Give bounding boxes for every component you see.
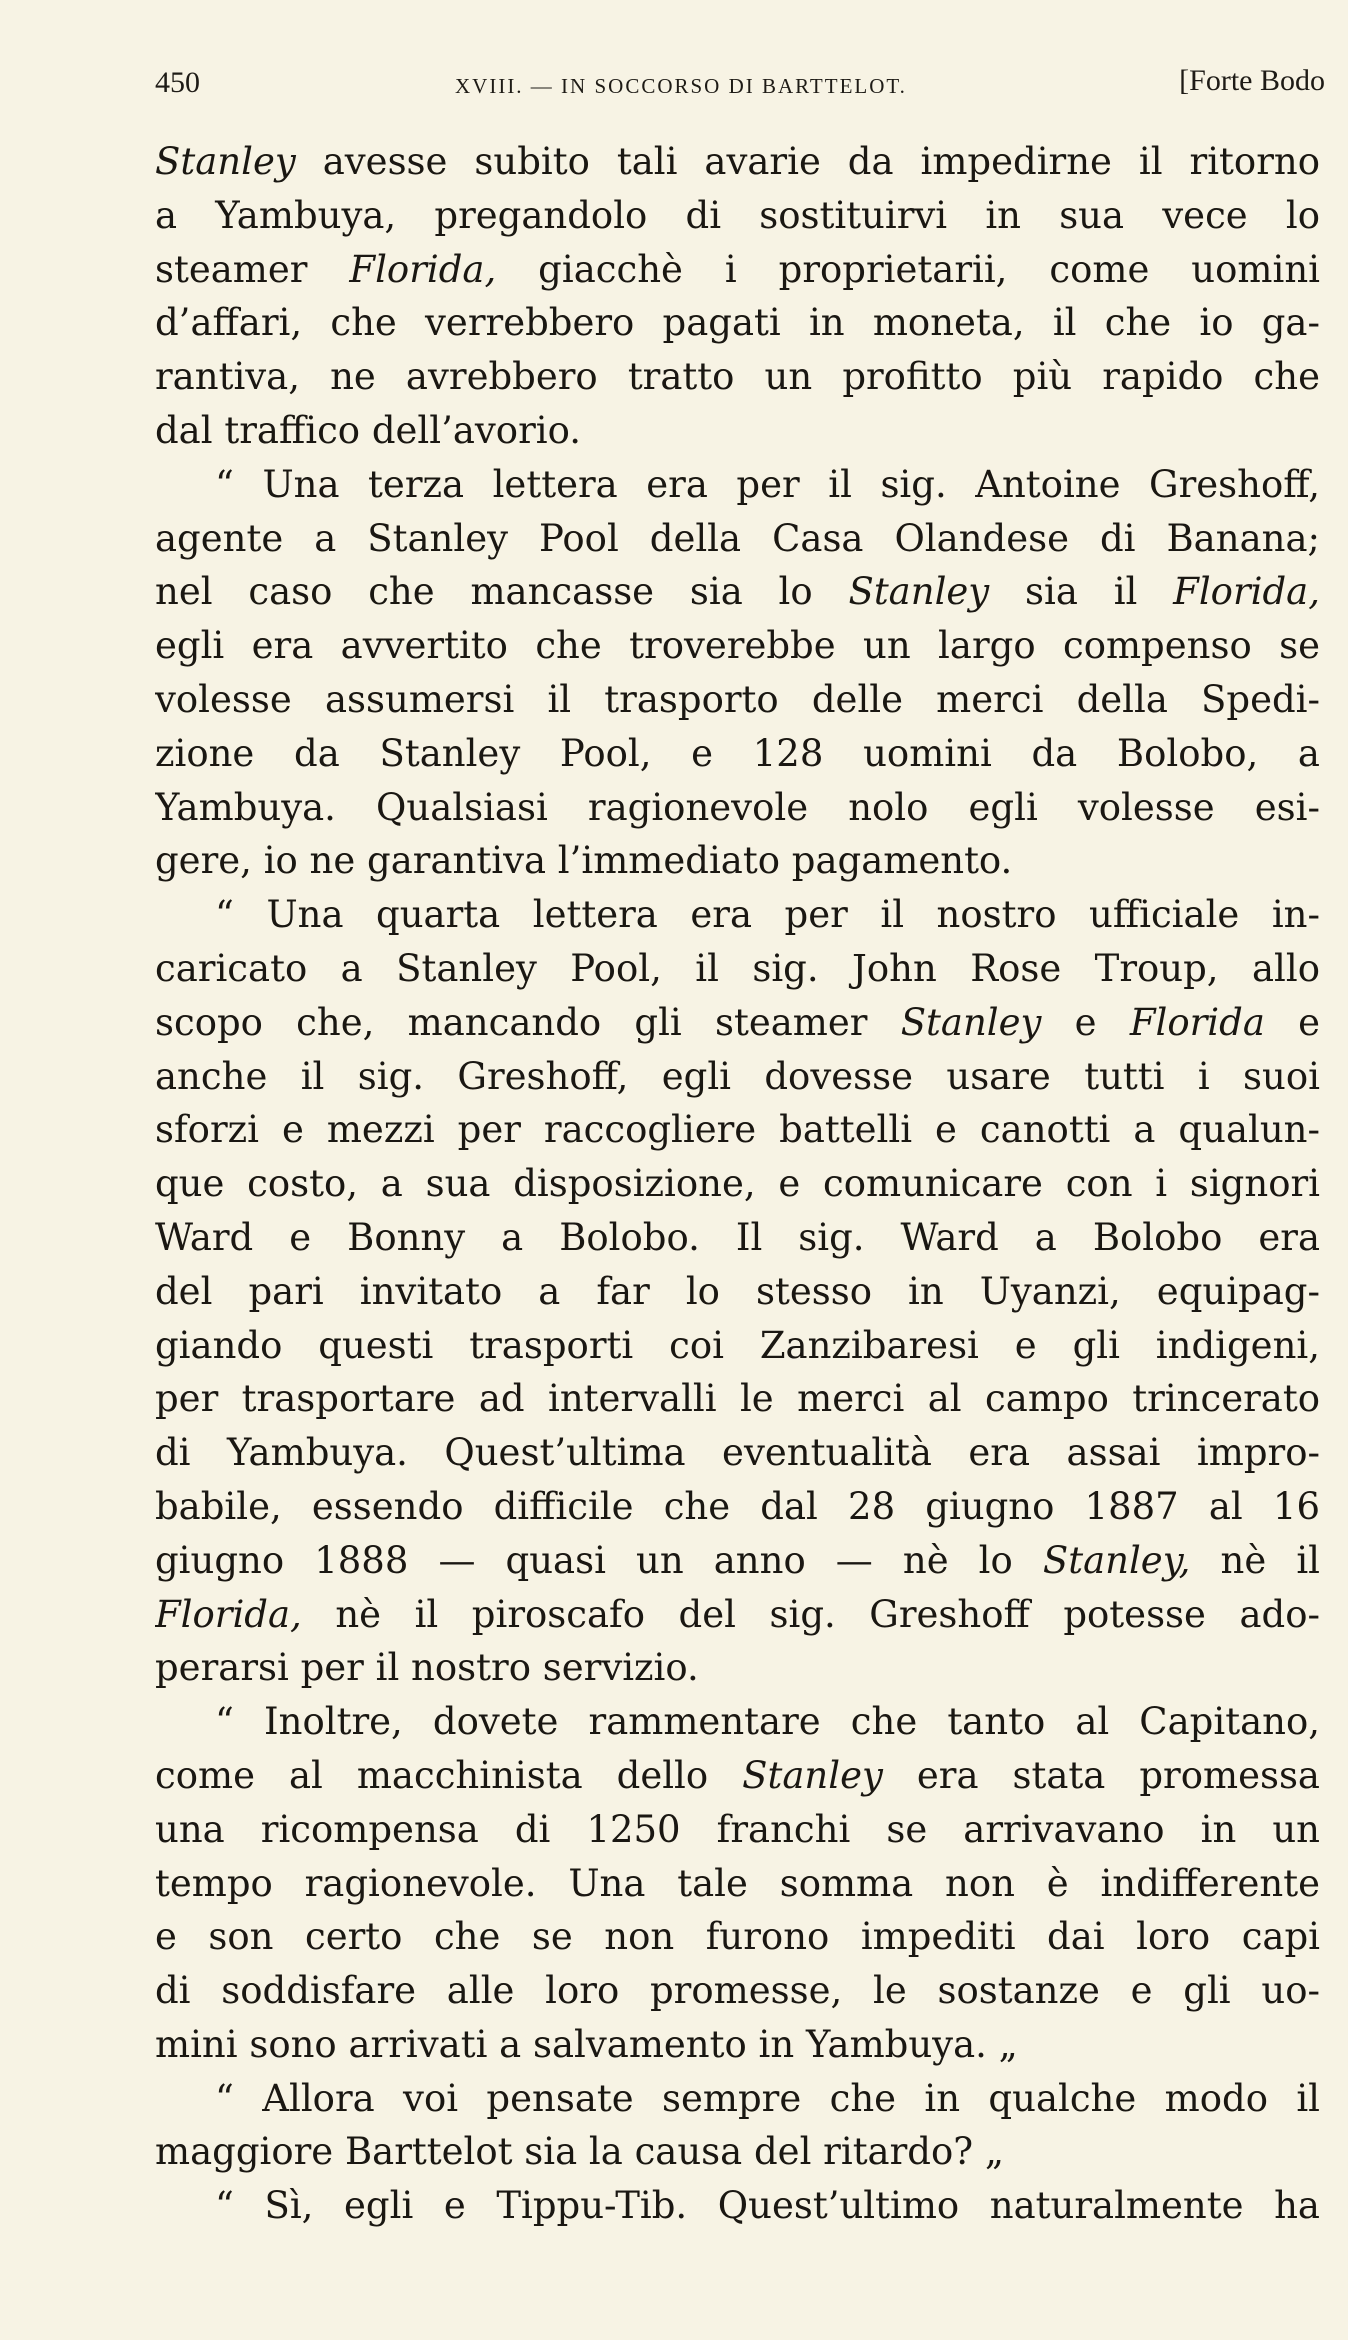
text-line <box>155 888 1320 942</box>
text-line <box>155 673 1320 727</box>
running-title: XVIII. — IN SOCCORSO DI BARTTELOT. <box>455 74 907 98</box>
text-segment: zione da Stanley Pool, e 128 uomini da Bolobo, a <box>155 731 1320 775</box>
text-line <box>155 1910 1320 1964</box>
text-segment: maggiore Barttelot sia la causa del ritardo? „ <box>155 2130 1005 2174</box>
italic-text: Stanley <box>848 570 990 614</box>
text-segment: giando questi trasporti coi Zanzibaresi e gli indigeni, <box>155 1323 1320 1367</box>
text-segment: e son certo che se non furono impediti dai loro capi <box>155 1915 1320 1959</box>
text-line <box>155 243 1320 297</box>
italic-text: Florida, <box>349 247 497 291</box>
body-text <box>155 135 1320 2233</box>
text-segment: avesse subito tali avarie da impedirne il ritorno <box>295 140 1320 183</box>
text-line <box>155 1695 1320 1749</box>
text-segment: per trasportare ad intervalli le merci al campo trincerato <box>155 1377 1320 1421</box>
text-line <box>155 1964 1320 2018</box>
text-line <box>155 2179 1320 2233</box>
italic-text: Stanley, <box>1042 1538 1191 1582</box>
text-segment: “ Inoltre, dovete rammentare che tanto al Capitano, <box>215 1700 1320 1744</box>
text-segment: una ricompensa di 1250 franchi se arrivavano in un <box>155 1807 1320 1851</box>
text-line <box>155 1588 1320 1642</box>
text-segment: nè il <box>1190 1538 1320 1582</box>
italic-text: Stanley <box>155 140 296 183</box>
text-segment: sia il <box>989 570 1174 614</box>
text-line <box>155 1480 1320 1534</box>
section-note: [Forte Bodo <box>1179 64 1325 97</box>
text-segment: a Yambuya, pregandolo di sostituirvi in sua vece lo <box>155 193 1320 237</box>
text-line <box>155 458 1320 512</box>
text-line <box>155 135 1320 189</box>
text-line <box>155 512 1320 566</box>
text-segment: perarsi per il nostro servizio. <box>155 1646 699 1690</box>
italic-text: Florida, <box>155 1592 302 1636</box>
text-line <box>155 619 1320 673</box>
text-line <box>155 1103 1320 1157</box>
text-segment: era stata promessa <box>882 1753 1320 1797</box>
text-line <box>155 1265 1320 1319</box>
text-segment: di Yambuya. Quest’ultima eventualità era assai impro- <box>155 1431 1320 1475</box>
text-line <box>155 1050 1320 1104</box>
text-segment: giugno 1888 — quasi un anno — nè lo <box>155 1538 1043 1582</box>
text-line <box>155 942 1320 996</box>
text-segment: Ward e Bonny a Bolobo. Il sig. Ward a Bolobo era <box>155 1215 1320 1259</box>
italic-text: Florida, <box>1173 570 1320 614</box>
text-segment: dal traffico dell’avorio. <box>155 408 581 452</box>
text-segment: tempo ragionevole. Una tale somma non è indifferente <box>155 1861 1320 1905</box>
text-line <box>155 2018 1320 2072</box>
text-segment: agente a Stanley Pool della Casa Olandese di Banana; <box>155 516 1320 560</box>
text-line <box>155 296 1320 350</box>
text-segment: caricato a Stanley Pool, il sig. John Rose Troup, allo <box>155 946 1320 990</box>
text-segment: steamer <box>155 247 350 291</box>
text-line <box>155 996 1320 1050</box>
text-line <box>155 1426 1320 1480</box>
text-segment: e <box>1041 1000 1130 1044</box>
text-line <box>155 1641 1320 1695</box>
text-segment: nel caso che mancasse sia lo <box>155 570 849 614</box>
text-line <box>155 565 1320 619</box>
text-segment: que costo, a sua disposizione, e comunicare con i signori <box>155 1162 1320 1206</box>
italic-text: Stanley <box>742 1753 883 1797</box>
text-line <box>155 1534 1320 1588</box>
text-segment: “ Allora voi pensate sempre che in qualche modo il <box>215 2076 1320 2120</box>
text-line <box>155 189 1320 243</box>
text-segment: “ Una terza lettera era per il sig. Antoine Greshoff, <box>215 462 1320 506</box>
text-segment: “ Una quarta lettera era per il nostro ufficiale in- <box>215 893 1320 937</box>
text-segment: nè il piroscafo del sig. Greshoff potesse ado- <box>301 1592 1320 1636</box>
text-line <box>155 2125 1320 2179</box>
text-segment: rantiva, ne avrebbero tratto un profitto più rapido che <box>155 355 1320 399</box>
text-line <box>155 2072 1320 2126</box>
text-segment: del pari invitato a far lo stesso in Uyanzi, equipag- <box>155 1269 1320 1313</box>
text-line <box>155 1803 1320 1857</box>
text-line <box>155 1211 1320 1265</box>
text-segment: di soddisfare alle loro promesse, le sostanze e gli uo- <box>155 1969 1320 2013</box>
text-segment: mini sono arrivati a salvamento in Yambuya. „ <box>155 2022 1018 2066</box>
text-line <box>155 1857 1320 1911</box>
text-segment: babile, essendo difficile che dal 28 giugno 1887 al 16 <box>155 1484 1320 1528</box>
text-segment: volesse assumersi il trasporto delle merci della Spedi- <box>155 677 1320 721</box>
text-segment: Yambuya. Qualsiasi ragionevole nolo egli volesse esi- <box>155 785 1320 829</box>
text-segment: sforzi e mezzi per raccogliere battelli e canotti a qualun- <box>155 1108 1320 1152</box>
text-line <box>155 1749 1320 1803</box>
italic-text: Stanley <box>900 1000 1042 1044</box>
text-segment: scopo che, mancando gli steamer <box>155 1000 901 1044</box>
text-line <box>155 350 1320 404</box>
text-line <box>155 834 1320 888</box>
text-segment: d’affari, che verrebbero pagati in moneta, il che io ga- <box>155 301 1320 345</box>
text-segment: come al macchinista dello <box>155 1753 743 1797</box>
text-line <box>155 1319 1320 1373</box>
text-segment: egli era avvertito che troverebbe un largo compenso se <box>155 624 1320 668</box>
text-segment: “ Sì, egli e Tippu-Tib. Quest’ultimo naturalmente ha <box>215 2184 1320 2228</box>
text-segment: giacchè i proprietarii, come uomini <box>496 247 1320 291</box>
text-line <box>155 727 1320 781</box>
italic-text: Florida <box>1129 1000 1265 1044</box>
text-line <box>155 1157 1320 1211</box>
text-line <box>155 781 1320 835</box>
page-header <box>155 62 1325 112</box>
text-segment: anche il sig. Greshoff, egli dovesse usare tutti i suoi <box>155 1054 1320 1098</box>
text-segment: e <box>1264 1000 1320 1044</box>
text-line <box>155 404 1320 458</box>
text-line <box>155 1372 1320 1426</box>
page-number: 450 <box>155 66 200 99</box>
text-segment: gere, io ne garantiva l’immediato pagamento. <box>155 839 1013 883</box>
